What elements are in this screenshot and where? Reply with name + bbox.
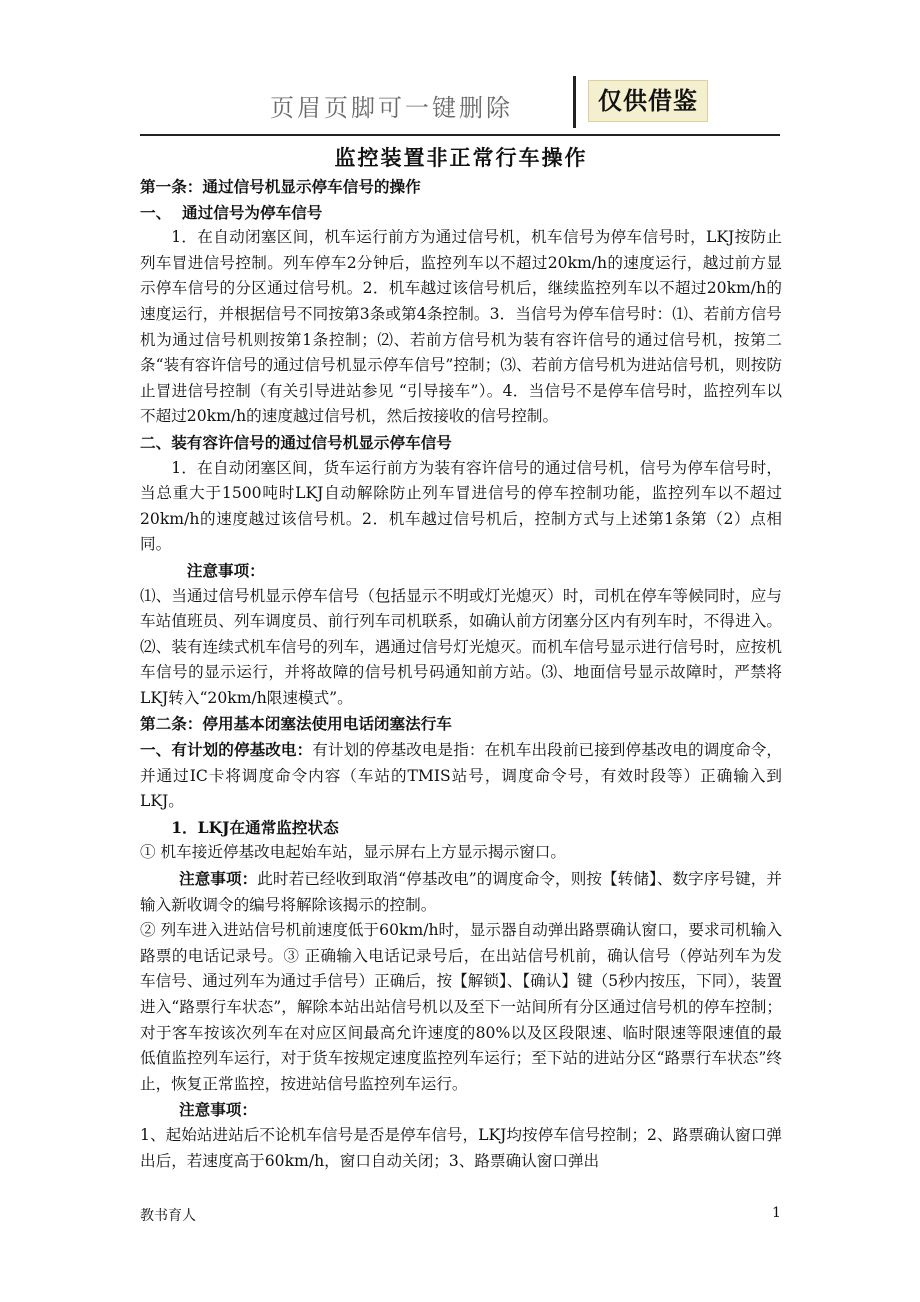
section-2-heading: 第二条：停用基本闭塞法使用电话闭塞法行车 (140, 714, 452, 734)
page-header (140, 70, 780, 136)
section-2-circled-1: ① 机车接近停基改电起始车站，显示屏右上方显示揭示窗口。 (140, 843, 566, 862)
footer-text: 教书育人 (140, 1208, 196, 1224)
header-divider (573, 76, 576, 128)
section-1-subheading-1: 一、 通过信号为停车信号 (140, 202, 323, 222)
reference-stamp: 仅供借鉴 (588, 80, 708, 122)
page-number: 1 (772, 1205, 781, 1221)
section-2-note-1 (140, 866, 782, 918)
section-1-subheading-2: 二、装有容许信号的通过信号机显示停车信号 (140, 432, 452, 452)
section-2-note-1-label: 注意事项： (179, 869, 258, 889)
section-1-paragraph-2: 1．在自动闭塞区间，货车运行前方为装有容许信号的通过信号机，信号为停车信号时，当总重大于1500吨时LKJ自动解除防止列车冒进信号的停车控制功能，监控列车以不超过20km/h的速度越过该信号机。2．机车越过信号机后，控制方式与上述第1条第（2）点相同。 (140, 458, 782, 554)
header-rule (140, 134, 780, 136)
section-1-note-label: 注意事项： (186, 560, 265, 580)
section-2-subheading-1-text: 有计划的停基改电是指：在机车出段前已接到停基改电的调度命令，并通过IC卡将调度命令内容（车站的TMIS站号，调度命令号，有效时段等）正确输入到LKJ。 (140, 741, 782, 811)
section-2-subheading-1-label: 一、有计划的停基改电： (140, 740, 313, 760)
section-2-circled-2: ② 列车进入进站信号机前速度低于60km/h时，显示器自动弹出路票确认窗口，要求司机输入路票的电话记录号。③ 正确输入电话记录号后，在出站信号机前，确认信号（停站列车为发车信号、通过列车为通过手信号）正确后，按【解锁】、【确认】键（5秒内按压，下同），装置进入“路票行车状态”，解除本站出站信号机以及至下一站间所有分区通过信号机的停车控制；对于客车按该次列车在对应区间最高允许速度的80%以及区段限速、临时限速等限速值的最低值监控列车运行，对于货车按规定速度监控列车运行；至下站的进站分区“路票行车状态”终止，恢复正常监控，按进站信号监控列车运行。 (140, 921, 782, 1093)
section-2-item-1: 1．LKJ在通常监控状态 (171, 817, 339, 837)
section-2-subheading-1 (140, 737, 782, 815)
section-2-note-2-text: 1、起始站进站后不论机车信号是否是停车信号，LKJ均按停车信号控制；2、路票确认窗口弹出后，若速度高于60km/h，窗口自动关闭；3、路票确认窗口弹出 (140, 1125, 782, 1170)
document-body (140, 142, 782, 1174)
section-2-note-1-text: 此时若已经收到取消“停基改电”的调度命令，则按【转储】、数字序号键，并输入新收调令的编号将解除该揭示的控制。 (140, 870, 782, 914)
section-1-heading: 第一条：通过信号机显示停车信号的操作 (140, 177, 421, 196)
section-1-paragraph-1: 1．在自动闭塞区间，机车运行前方为通过信号机，机车信号为停车信号时，LKJ按防止列车冒进信号控制。列车停车2分钟后，监控列车以不超过20km/h的速度运行，越过前方显示停车信号的分区通过信号机。2．机车越过该信号机后，继续监控列车以不超过20km/h的速度运行，并根据信号不同按第3条或第4条控制。3．当信号为停车信号时：⑴、若前方信号机为通过信号机则按第1条控制；⑵、若前方信号机为装有容许信号的通过信号机，按第二条“装有容许信号的通过信号机显示停车信号”控制；⑶、若前方信号机为进站信号机，则按防止冒进信号控制（有关引导进站参见 “引导接车”）。4．当信号不是停车信号时，监控列车以不超过20km/h的速度越过信号机，然后按接收的信号控制。 (140, 228, 782, 426)
section-2-note-2-label: 注意事项： (179, 1100, 257, 1120)
header-text: 页眉页脚可一键删除 (270, 94, 513, 122)
section-1-note-text: ⑴、当通过信号机显示停车信号（包括显示不明或灯光熄灭）时，司机在停车等候同时，应与车站值班员、列车调度员、前行列车司机联系，如确认前方闭塞分区内有列车时，不得进入。⑵、装有连续式机车信号的列车，遇通过信号灯光熄灭。而机车信号显示进行信号时，应按机车信号的显示运行，并将故障的信号机号码通知前方站。⑶、地面信号显示故障时，严禁将LKJ转入“20km/h限速模式”。 (140, 586, 782, 707)
page-title: 监控装置非正常行车操作 (334, 145, 588, 170)
